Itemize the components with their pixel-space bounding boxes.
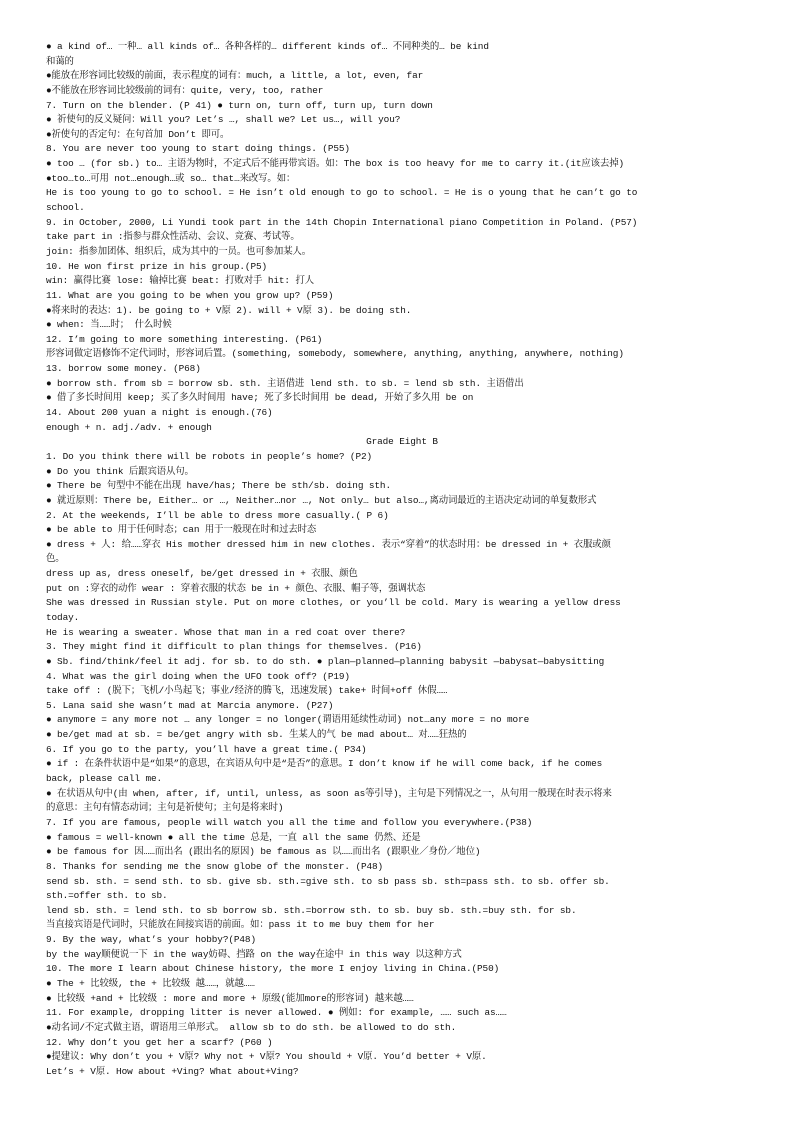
section-heading: 9. By the way, what’s your hobby?(P48): [46, 934, 256, 946]
text-line: ● if : 在条件状语中是“如果”的意思，在宾语从句中是“是否”的意思。I don’t know if he will come back, if he comes: [46, 758, 603, 770]
text-line: ● borrow sth. from sb = borrow sb. sth. 主语借进 lend sth. to sb. = lend sb sth. 主语借出: [46, 377, 524, 389]
text-line: ● be able to 用于任何时态；can 用于一般现在时和过去时态: [46, 524, 317, 536]
text-line: ● 就近原则：There be, Either… or …, Neither…nor …, Not only… but also…,离动词最近的主语决定动词的单复数形式: [46, 494, 597, 506]
text-line: ● 祈使句的反义疑问：Will you? Let’s …, shall we? Let us…, will you?: [46, 114, 401, 126]
text-line: ●too…to…可用 not…enough…或 so… that…来改写。如：: [46, 172, 296, 184]
text-line: by the way顺便说一下 in the way妨碍、挡路 on the way在途中 in this way 以这种方式: [46, 948, 462, 960]
text-line: ● 比较级 +and + 比较级 : more and more + 原级(能加more的形容词) 越来越……: [46, 992, 414, 1004]
text-line: ● be famous for 因……而出名 (跟出名的原因) be famous as 以……而出名 (跟职业／身份／地位): [46, 846, 481, 858]
text-line: ● Sb. find/think/feel it adj. for sb. to do sth. ● plan—planned—planning babysit —babysat—babysitting: [46, 655, 605, 667]
text-line: ● dress + 人: 给……穿衣 His mother dressed him in new clothes. 表示“穿着”的状态时用：be dressed in + 衣服或颜: [46, 538, 611, 550]
section-heading: 8. Thanks for sending me the snow globe of the monster. (P48): [46, 860, 384, 872]
text-line: 的意思：主句有情态动词；主句是祈使句；主句是将来时): [46, 802, 284, 814]
section-heading: 1. Do you think there will be robots in people’s home? (P2): [46, 450, 373, 462]
text-line: ● There be 句型中不能在出现 have/has; There be sth/sb. doing sth.: [46, 480, 391, 492]
section-heading: 4. What was the girl doing when the UFO took off? (P19): [46, 670, 350, 682]
text-line: ●祈使句的否定句：在句首加 Don’t 即可。: [46, 128, 230, 140]
text-line: win: 赢得比赛 lose: 输掉比赛 beat: 打败对手 hit: 打人: [46, 275, 314, 287]
section-heading: 10. The more I learn about Chinese history, the more I enjoy living in China.(P50): [46, 963, 500, 975]
section-heading: 14. About 200 yuan a night is enough.(76): [46, 407, 273, 419]
text-line: ● when: 当……时； 什么时候: [46, 319, 172, 331]
text-line: 形容词做定语修饰不定代词时，形容词后置。(something, somebody, somewhere, anything, anything, anywhere, nothing): [46, 348, 624, 360]
text-line: ●不能放在形容词比较级前的词有：quite, very, too, rather: [46, 84, 324, 96]
text-line: ● 在状语从句中(由 when, after, if, until, unless, as soon as等引导)，主句是下列情况之一，从句用一般现在时表示将来: [46, 787, 612, 799]
section-heading: 7. If you are famous, people will watch you all the time and follow you everywhere.(P38): [46, 816, 533, 828]
text-line: ● famous = well-known ● all the time 总是，一直 all the same 仍然、还是: [46, 831, 421, 843]
text-line: take part in :指参与群众性活动、会议、竞赛、考试等。: [46, 231, 300, 243]
text-line: 和蔼的: [46, 55, 74, 67]
text-line: ● be/get mad at sb. = be/get angry with sb. 生某人的气 be mad about… 对……狂热的: [46, 729, 467, 741]
section-heading: 11. For example, dropping litter is never allowed. ● 例如: for example, …… such as……: [46, 1007, 507, 1019]
text-line: put on :穿衣的动作 wear : 穿着衣服的状态 be in + 颜色、衣服、帽子等，强调状态: [46, 582, 426, 594]
section-heading: 6. If you go to the party, you’ll have a great time.( P34): [46, 743, 367, 755]
section-heading: 9. in October, 2000, Li Yundi took part in the 14th Chopin International piano Competition in Poland. (P57): [46, 216, 638, 228]
text-line: take off : (脱下；飞机/小鸟起飞；事业/经济的腾飞，迅速发展) take+ 时间+off 休假……: [46, 685, 448, 697]
section-heading: 12. I’m going to more something interesting. (P61): [46, 333, 323, 345]
text-line: ●提建议: Why don’t you + V原? Why not + V原? You should + V原. You’d better + V原.: [46, 1051, 487, 1063]
text-line: ●能放在形容词比较级的前面，表示程度的词有：much, a little, a lot, even, far: [46, 70, 424, 82]
text-line: dress up as, dress oneself, be/get dressed in + 衣服、颜色: [46, 568, 358, 580]
text-line: She was dressed in Russian style. Put on more clothes, or you’ll be cold. Mary is wearing a yellow dress: [46, 597, 621, 609]
text-line: ● a kind of… 一种… all kinds of… 各种各样的… different kinds of… 不同种类的… be kind: [46, 41, 489, 52]
text-line: ●将来时的表达：1). be going to + V原 2). will + V原 3). be doing sth.: [46, 304, 412, 316]
text-line: today.: [46, 611, 80, 623]
document-page: [46, 40, 758, 1079]
text-line: lend sb. sth. = lend sth. to sb borrow sb. sth.=borrow sth. to sb. buy sb. sth.=buy sth. for sb.: [46, 904, 577, 916]
text-line: join: 指参加团体、组织后，成为其中的一员。也可参加某人。: [46, 245, 312, 257]
section-heading: 10. He won first prize in his group.(P5): [46, 260, 268, 272]
text-line: back, please call me.: [46, 773, 163, 785]
text-line: ● Do you think 后跟宾语从句。: [46, 465, 194, 477]
text-line: school.: [46, 202, 85, 214]
text-line: ●动名词/不定式做主语，谓语用三单形式。 allow sb to do sth. be allowed to do sth.: [46, 1021, 457, 1033]
text-line: Let’s + V原. How about +Ving? What about+Ving?: [46, 1065, 299, 1077]
text-line: 色。: [46, 553, 65, 565]
text-line: send sb. sth. = send sth. to sb. give sb. sth.=give sth. to sb pass sb. sth=pass sth. to sb. offer sb.: [46, 875, 610, 887]
text-line: enough + n. adj./adv. + enough: [46, 421, 212, 433]
section-heading: 2. At the weekends, I’ll be able to dress more casually.( P 6): [46, 509, 389, 521]
text-line: He is wearing a sweater. Whose that man in a red coat over there?: [46, 626, 406, 638]
section-heading: 3. They might find it difficult to plan things for themselves. (P16): [46, 641, 422, 653]
text-line: He is too young to go to school. = He isn’t old enough to go to school. = He is o young that he can’t go to: [46, 187, 638, 199]
text-line: sth.=offer sth. to sb.: [46, 890, 168, 902]
section-heading: 11. What are you going to be when you grow up? (P59): [46, 289, 334, 301]
section-heading: 13. borrow some money. (P68): [46, 363, 201, 375]
section-heading: 5. Lana said she wasn’t mad at Marcia anymore. (P27): [46, 699, 334, 711]
section-heading: 8. You are never too young to start doing things. (P55): [46, 143, 350, 155]
grade-title: Grade Eight B: [366, 436, 438, 448]
text-line: ● anymore = any more not … any longer = no longer(谓语用延续性动词) not…any more = no more: [46, 714, 530, 726]
section-heading: 12. Why don’t you get her a scarf? (P60 ): [46, 1036, 273, 1048]
section-heading: 7. Turn on the blender. (P 41) ● turn on, turn off, turn up, turn down: [46, 99, 433, 111]
text-line: ● The + 比较级, the + 比较级 越……，就越……: [46, 978, 255, 989]
text-line: ● too … (for sb.) to… 主语为物时，不定式后不能再带宾语。如：The box is too heavy for me to carry it.(it应该去掉): [46, 158, 625, 170]
text-line: 当直接宾语是代词时，只能放在间接宾语的前面。如：pass it to me buy them for her: [46, 919, 435, 931]
text-line: ● 借了多长时间用 keep; 买了多久时间用 have; 死了多长时间用 be dead, 开始了多久用 be on: [46, 392, 474, 404]
